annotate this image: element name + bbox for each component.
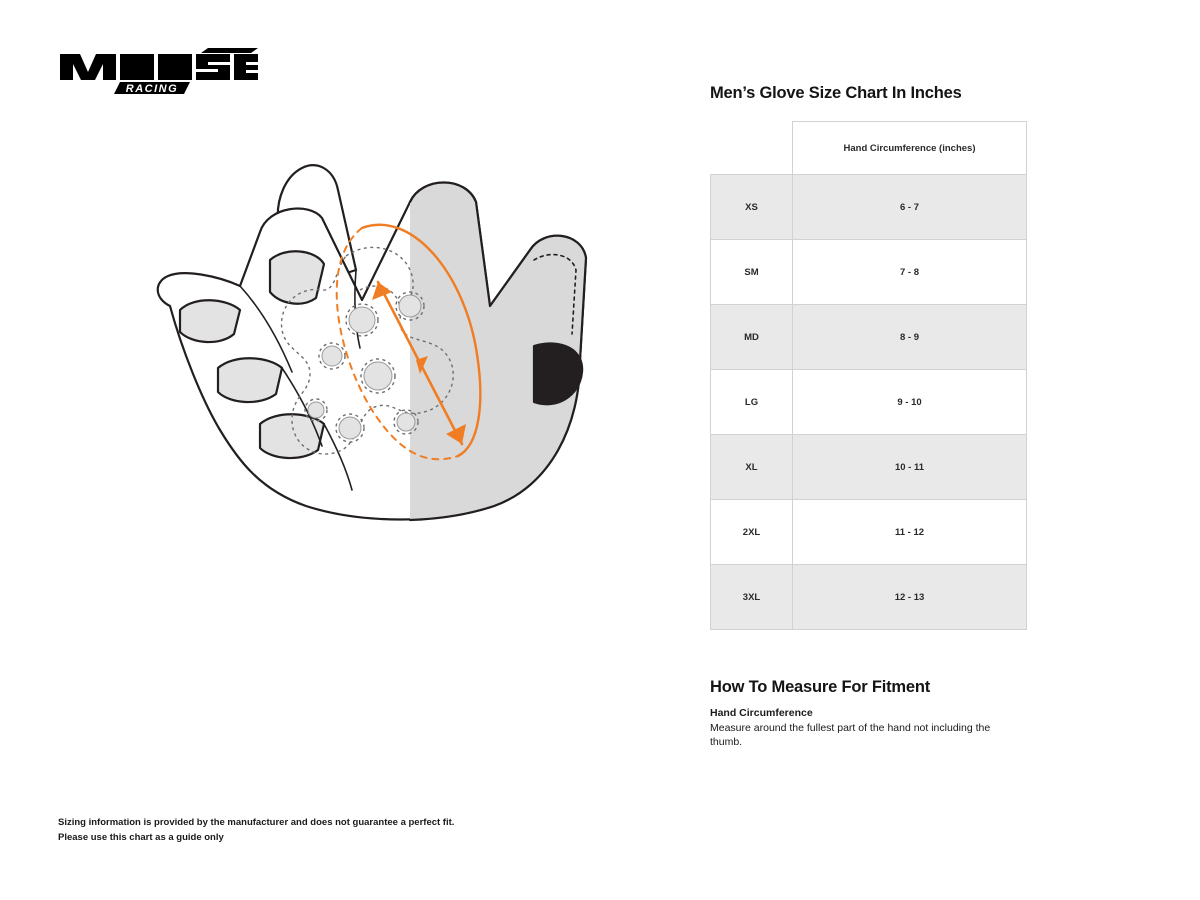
how-to-measure-title: How To Measure For Fitment xyxy=(710,678,931,696)
how-to-measure-body: Measure around the fullest part of the hand not including the thumb. xyxy=(710,722,991,749)
glove-hand-circumference-diagram xyxy=(110,110,710,540)
table-row xyxy=(711,565,1027,630)
size-chart-panel xyxy=(710,84,1040,749)
page-title: Men’s Glove Size Chart In Inches xyxy=(710,84,962,102)
table-row xyxy=(711,435,1027,500)
size-label: XS xyxy=(711,175,793,240)
table-row xyxy=(711,240,1027,305)
table-header-blank xyxy=(711,122,793,175)
disclaimer-line-2: Please use this chart as a guide only xyxy=(58,831,224,843)
size-label: LG xyxy=(711,370,793,435)
size-circumference: 12 - 13 xyxy=(793,565,1027,630)
size-label: XL xyxy=(711,435,793,500)
table-row xyxy=(711,175,1027,240)
size-circumference: 9 - 10 xyxy=(793,370,1027,435)
table-row xyxy=(711,305,1027,370)
svg-text:RACING: RACING xyxy=(125,83,179,95)
moose-racing-logo xyxy=(58,46,258,98)
table-header-circumference: Hand Circumference (inches) xyxy=(793,122,1027,175)
how-to-measure-subtitle: Hand Circumference xyxy=(710,707,813,719)
table-header-row xyxy=(711,122,1027,175)
how-to-measure-section xyxy=(710,678,1040,749)
size-label: 3XL xyxy=(711,565,793,630)
size-circumference: 8 - 9 xyxy=(793,305,1027,370)
size-circumference: 10 - 11 xyxy=(793,435,1027,500)
size-circumference: 7 - 8 xyxy=(793,240,1027,305)
size-label: MD xyxy=(711,305,793,370)
disclaimer xyxy=(58,816,618,845)
size-label: 2XL xyxy=(711,500,793,565)
size-circumference: 11 - 12 xyxy=(793,500,1027,565)
size-chart-table xyxy=(710,121,1027,630)
table-row xyxy=(711,370,1027,435)
disclaimer-line-1: Sizing information is provided by the manufacturer and does not guarantee a perfect fit. xyxy=(58,817,455,828)
table-row xyxy=(711,500,1027,565)
size-label: SM xyxy=(711,240,793,305)
size-circumference: 6 - 7 xyxy=(793,175,1027,240)
